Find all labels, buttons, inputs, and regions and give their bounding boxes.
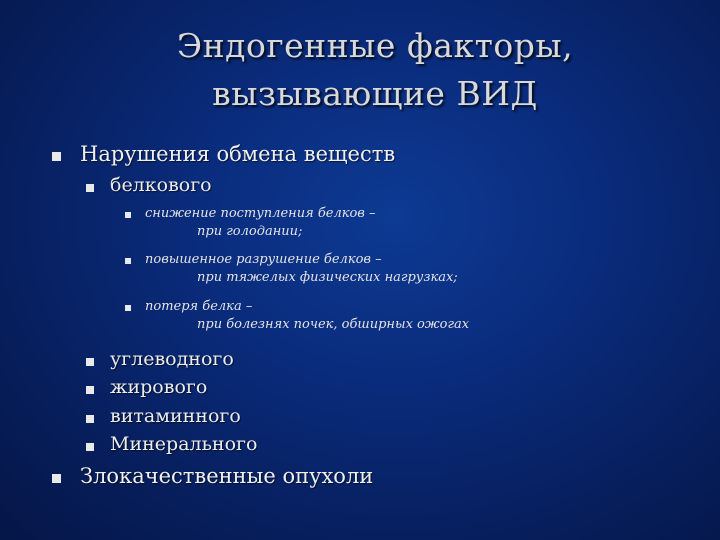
bullet-item-continuation: при голодании; [197,224,303,239]
bullet-item-label: потеря белка – [145,299,253,314]
bullet-item-label: Злокачественные опухоли [80,464,374,488]
bullet-item-label: жирового [110,376,208,398]
square-bullet-icon [86,443,94,451]
bullet-item-label: углеводного [110,348,234,370]
square-bullet-icon [86,184,94,192]
bullet-item-label: Нарушения обмена веществ [80,142,396,166]
square-bullet-icon [86,358,94,366]
bullet-item-label: белкового [110,174,212,196]
bullet-item-continuation: при болезнях почек, обширных ожогах [197,317,470,332]
bullet-item-label: Минерального [110,433,258,455]
bullet-item-label: витаминного [110,405,241,427]
bullet-item-label: повышенное разрушение белков – [145,252,382,267]
slide-title [0,22,720,118]
bullet-item-continuation: при тяжелых физических нагрузках; [197,270,458,285]
square-bullet-icon [125,212,131,218]
square-bullet-icon [86,386,94,394]
square-bullet-icon [86,415,94,423]
square-bullet-icon [125,258,131,264]
square-bullet-icon [125,305,131,311]
square-bullet-icon [52,474,61,483]
slide-title-line-2: вызывающие ВИД [212,74,538,113]
slide-title-line-1: Эндогенные факторы, [176,26,574,65]
bullet-item-label: снижение поступления белков – [145,206,376,221]
square-bullet-icon [52,152,61,161]
